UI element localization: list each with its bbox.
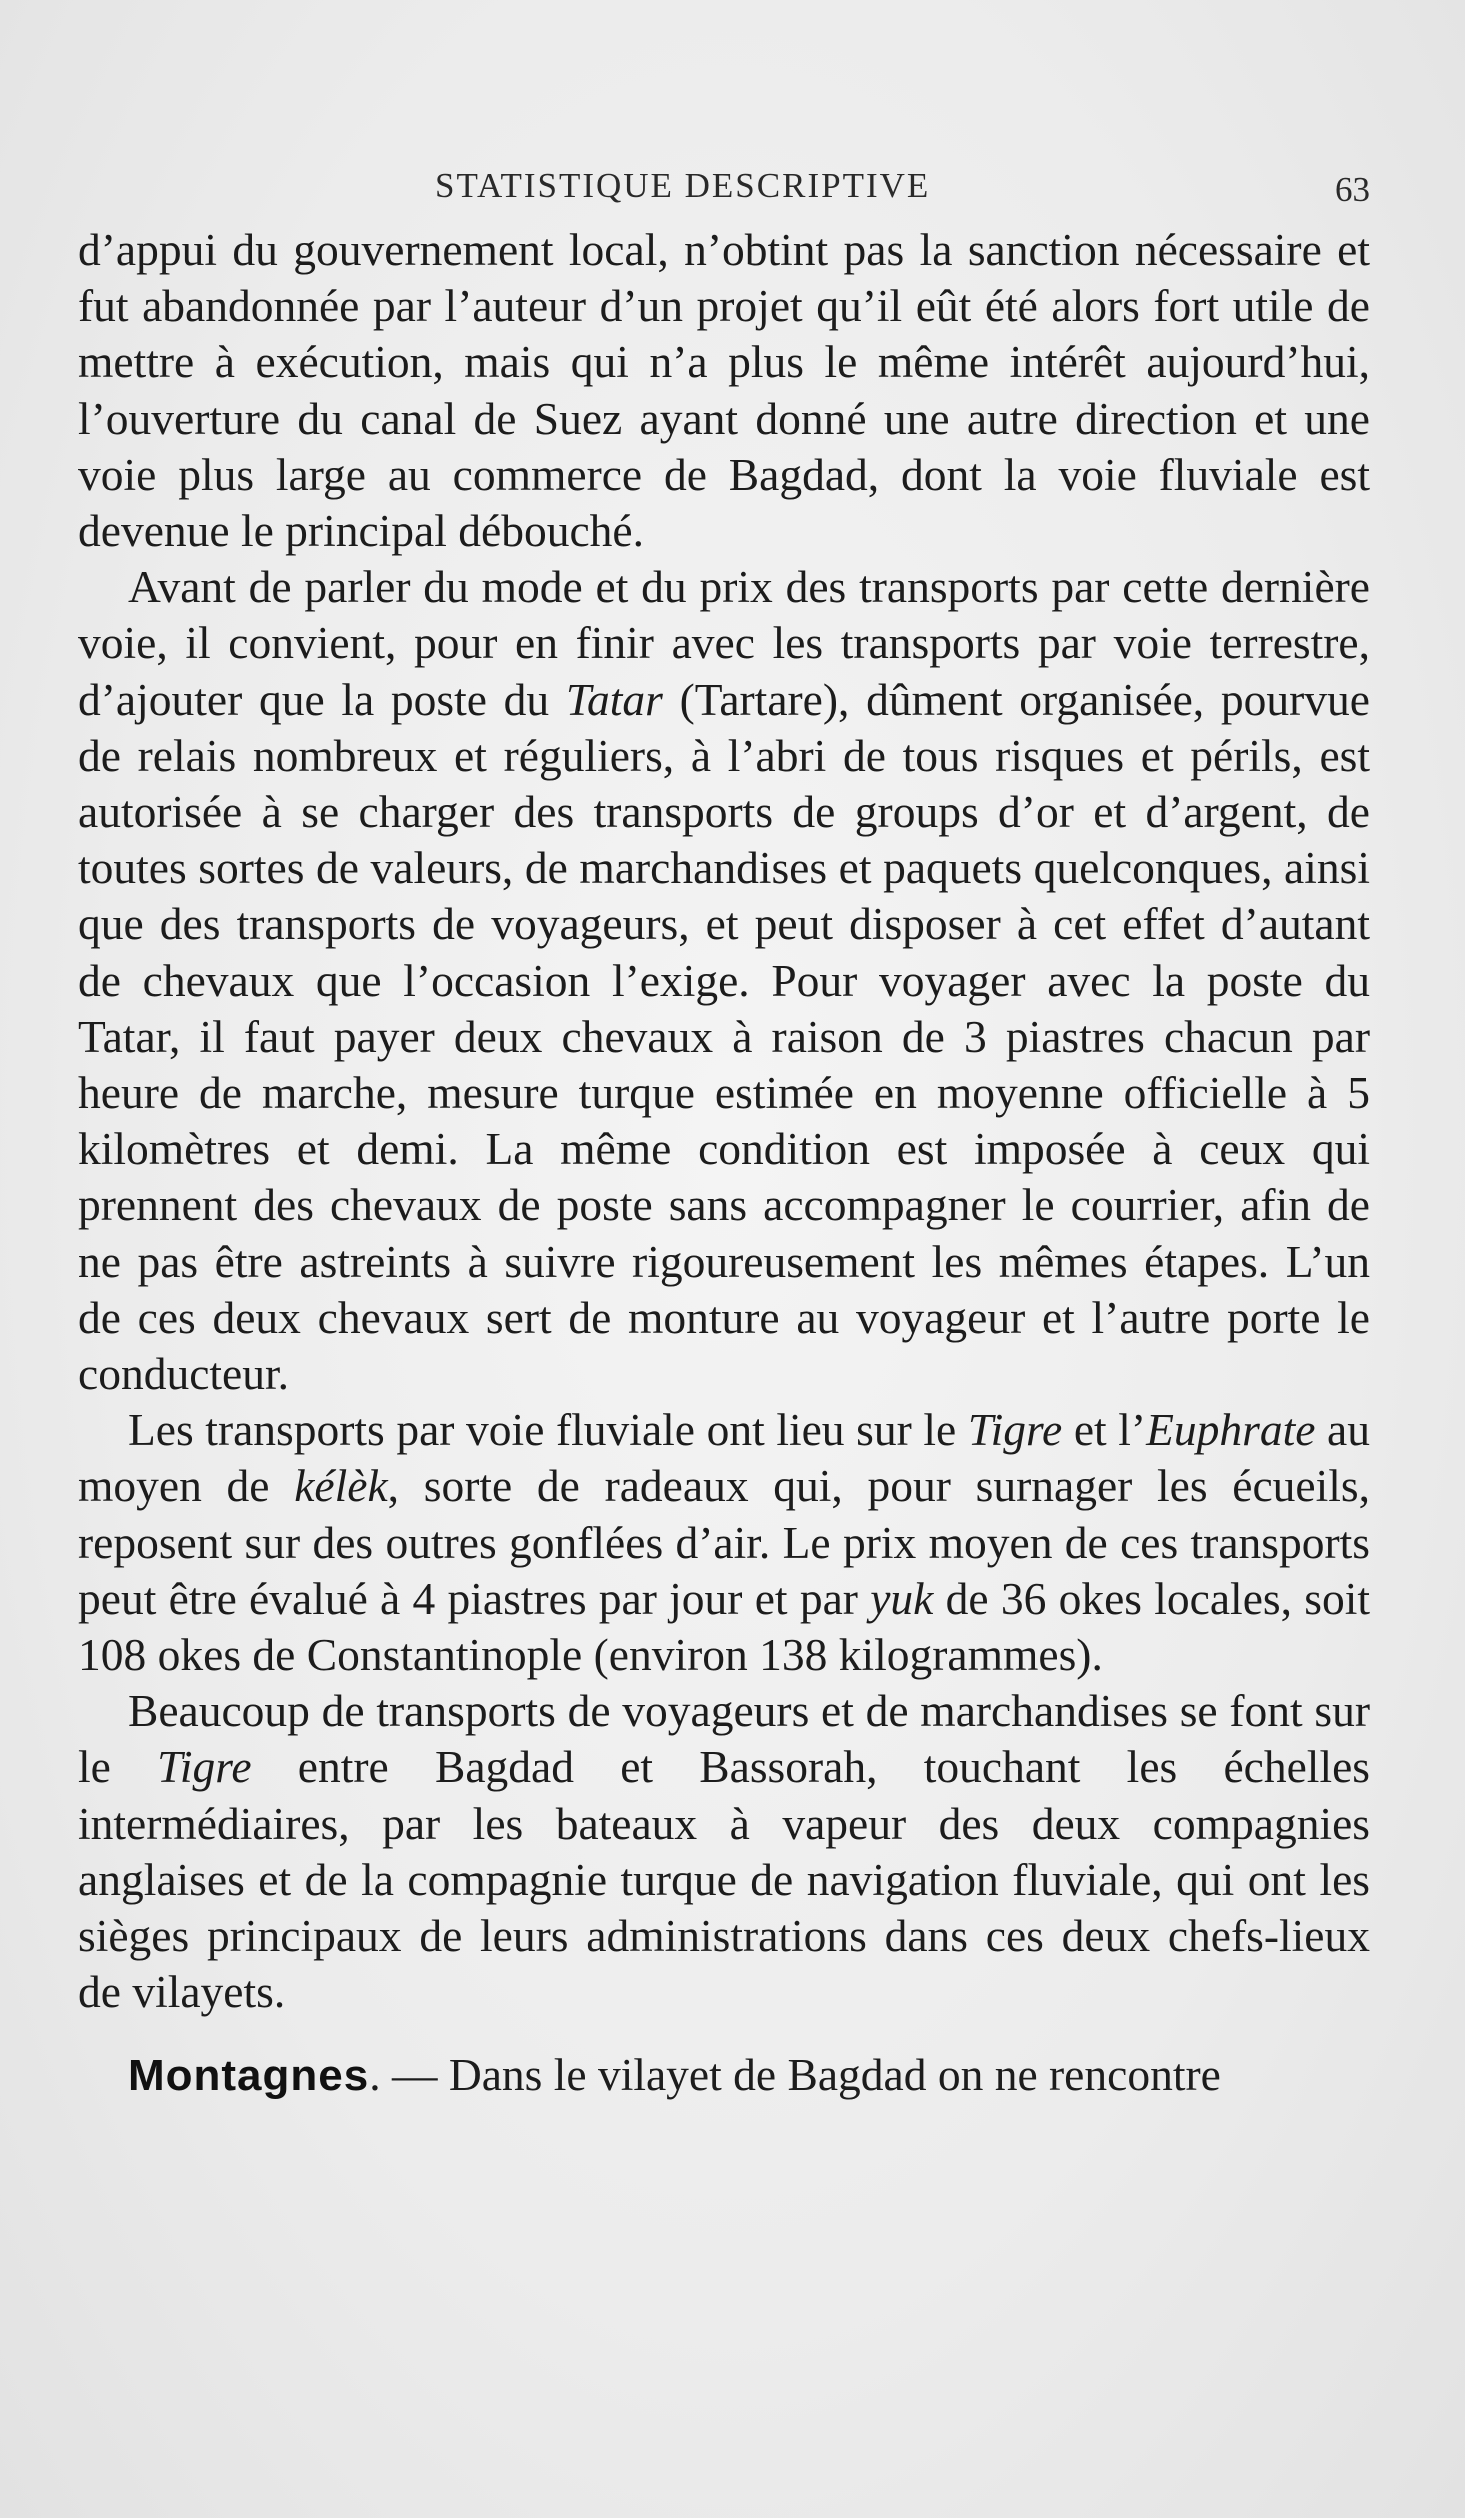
paragraph-2-text-b: (Tartare), dûment organisée, pourvue de relais nombreux et réguliers, à l’abri de tous risques et périls, est autorisée à se charger des transports de groups d’or et d’argent, de toutes sortes de valeurs, de marchandises et paquets quelconques, ainsi que des transports de voyageurs, et peut disposer à cet effet d’autant de chevaux que l’occasion l’exige. Pour voyager avec la poste du Tatar, il faut payer deux chevaux à raison de 3 piastres chacun par heure de marche, mesure turque estimée en moyenne officielle à 5 kilomètres et demi. La même condition est imposée à ceux qui prennent des chevaux de poste sans accompagner le courrier, afin de ne pas être astreints à suivre rigoureusement les mêmes étapes. L’un de ces deux chevaux sert de monture au voyageur et l’autre porte le conducteur.: [78, 673, 1370, 1400]
page-number: 63: [1335, 170, 1370, 209]
section-gap: [78, 2021, 1370, 2047]
paragraph-3-text-a: Les transports par voie fluviale ont lieu sur le: [128, 1404, 968, 1456]
italic-kelek: kélèk: [294, 1460, 388, 1512]
body-text: [78, 222, 1370, 2104]
italic-yuk: yuk: [870, 1572, 934, 1624]
paragraph-5-text: . — Dans le vilayet de Bagdad on ne rencontre: [369, 2048, 1221, 2100]
paragraph-4-text-b: entre Bagdad et Bassorah, touchant les échelles intermédiaires, par les bateaux à vapeur des deux compagnies anglaises et de la compagnie turque de navigation fluviale, qui ont les sièges principaux de leurs administrations dans ces deux chefs-lieux de vilayets.: [78, 1741, 1370, 2018]
paragraph-2: [78, 559, 1370, 1402]
paragraph-3-text-c: au moyen de: [78, 1404, 1370, 1512]
italic-euphrate: Euphrate: [1146, 1404, 1316, 1456]
paragraph-3-text-e: de 36 okes locales, soit 108 okes de Constantinople (environ 138 kilogrammes).: [78, 1572, 1370, 1681]
italic-tatar: Tatar: [565, 673, 663, 725]
section-heading-montagnes: Montagnes: [128, 2050, 370, 2100]
paragraph-3: [78, 1402, 1370, 1683]
page-header: [80, 158, 1370, 218]
paragraph-3-text-d: , sorte de radeaux qui, pour surnager les écueils, reposent sur des outres gonflées d’air. Le prix moyen de ces transports peut être évalué à 4 piastres par jour et par: [78, 1460, 1370, 1624]
paragraph-5: [78, 2047, 1370, 2104]
paragraph-4: [78, 1683, 1370, 2020]
running-head: STATISTIQUE DESCRIPTIVE: [435, 166, 931, 205]
paragraph-3-text-b: et l’: [1062, 1404, 1147, 1456]
paragraph-2-text-a: Avant de parler du mode et du prix des transports par cette dernière voie, il convient, pour en finir avec les transports par voie terrestre, d’ajouter que la poste du: [78, 561, 1370, 725]
italic-tigre-2: Tigre: [157, 1741, 252, 1793]
paragraph-4-text-a: Beaucoup de transports de voyageurs et de marchandises se font sur le: [78, 1685, 1370, 1793]
paragraph-1: d’appui du gouvernement local, n’obtint pas la sanction nécessaire et fut abandonnée par l’auteur d’un projet qu’il eût été alors fort utile de mettre à exécution, mais qui n’a plus le même intérêt aujourd’hui, l’ouverture du canal de Suez ayant donné une autre direction et une voie plus large au commerce de Bagdad, dont la voie fluviale est devenue le principal débouché.: [78, 224, 1370, 557]
italic-tigre: Tigre: [967, 1404, 1063, 1456]
